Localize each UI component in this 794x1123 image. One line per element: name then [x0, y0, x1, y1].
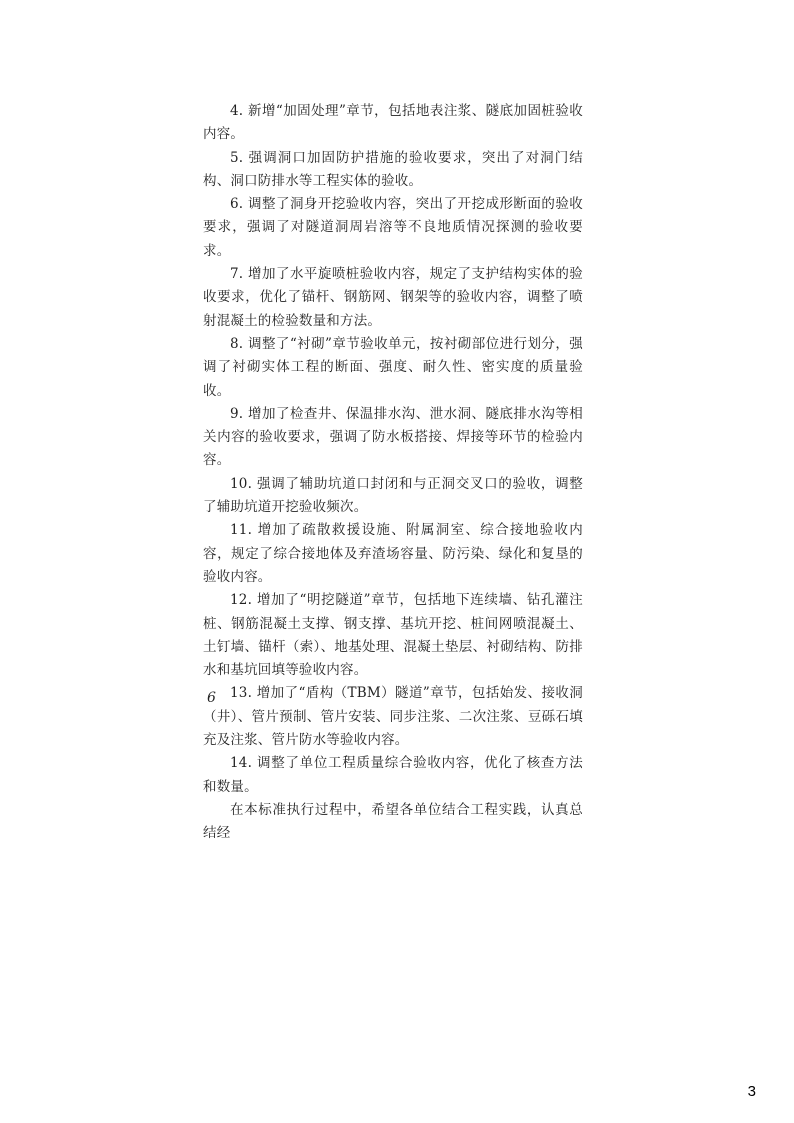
- paragraph-item-11: 11. 增加了疏散救援设施、附属洞室、综合接地验收内容，规定了综合接地体及弃渣场容量、防污染、绿化和复垦的验收内容。: [203, 522, 583, 585]
- paragraph-item-6: 6. 调整了洞身开挖验收内容，突出了开挖成形断面的验收要求，强调了对隧道洞周岩溶等不良地质情况探测的验收要求。: [203, 196, 583, 259]
- paragraph-item-13: 13. 增加了“盾构（TBM）隧道”章节，包括始发、接收洞（井）、管片预制、管片安装、同步注浆、二次注浆、豆砾石填充及注浆、管片防水等验收内容。: [203, 685, 583, 749]
- paragraph-item-4: 4. 新增“加固处理”章节，包括地表注浆、隧底加固桩验收内容。: [203, 103, 583, 143]
- pdf-page-number: 3: [747, 1083, 756, 1100]
- paragraph-item-7: 7. 增加了水平旋喷桩验收内容，规定了支护结构实体的验收要求，优化了锚杆、钢筋网、钢架等的验收内容，调整了喷射混凝土的检验数量和方法。: [203, 266, 583, 329]
- paragraph-item-5: 5. 强调洞口加固防护措施的验收要求，突出了对洞门结构、洞口防排水等工程实体的验收。: [203, 149, 583, 189]
- paragraph-closing: 在本标准执行过程中，希望各单位结合工程实践，认真总结经: [203, 801, 583, 842]
- paragraph-item-9: 9. 增加了检查井、保温排水沟、泄水洞、隧底排水沟等相关内容的验收要求，强调了防水板搭接、焊接等环节的检验内容。: [203, 405, 583, 469]
- paragraph-item-8: 8. 调整了“衬砌”章节验收单元，按衬砌部位进行划分，强调了衬砌实体工程的断面、强度、耐久性、密实度的质量验收。: [203, 335, 583, 399]
- paragraph-item-10: 10. 强调了辅助坑道口封闭和与正洞交叉口的验收，调整了辅助坑道开挖验收频次。: [203, 475, 583, 516]
- document-body: [203, 100, 583, 846]
- book-page-number: 6: [207, 690, 216, 706]
- paragraph-item-14: 14. 调整了单位工程质量综合验收内容，优化了核查方法和数量。: [203, 755, 583, 795]
- paragraph-item-12: 12. 增加了“明挖隧道”章节，包括地下连续墙、钻孔灌注桩、钢筋混凝土支撑、钢支撑、基坑开挖、桩间网喷混凝土、土钉墙、锚杆（索）、地基处理、混凝土垫层、衬砌结构、防排水和基坑回填等验收内容。: [203, 592, 583, 679]
